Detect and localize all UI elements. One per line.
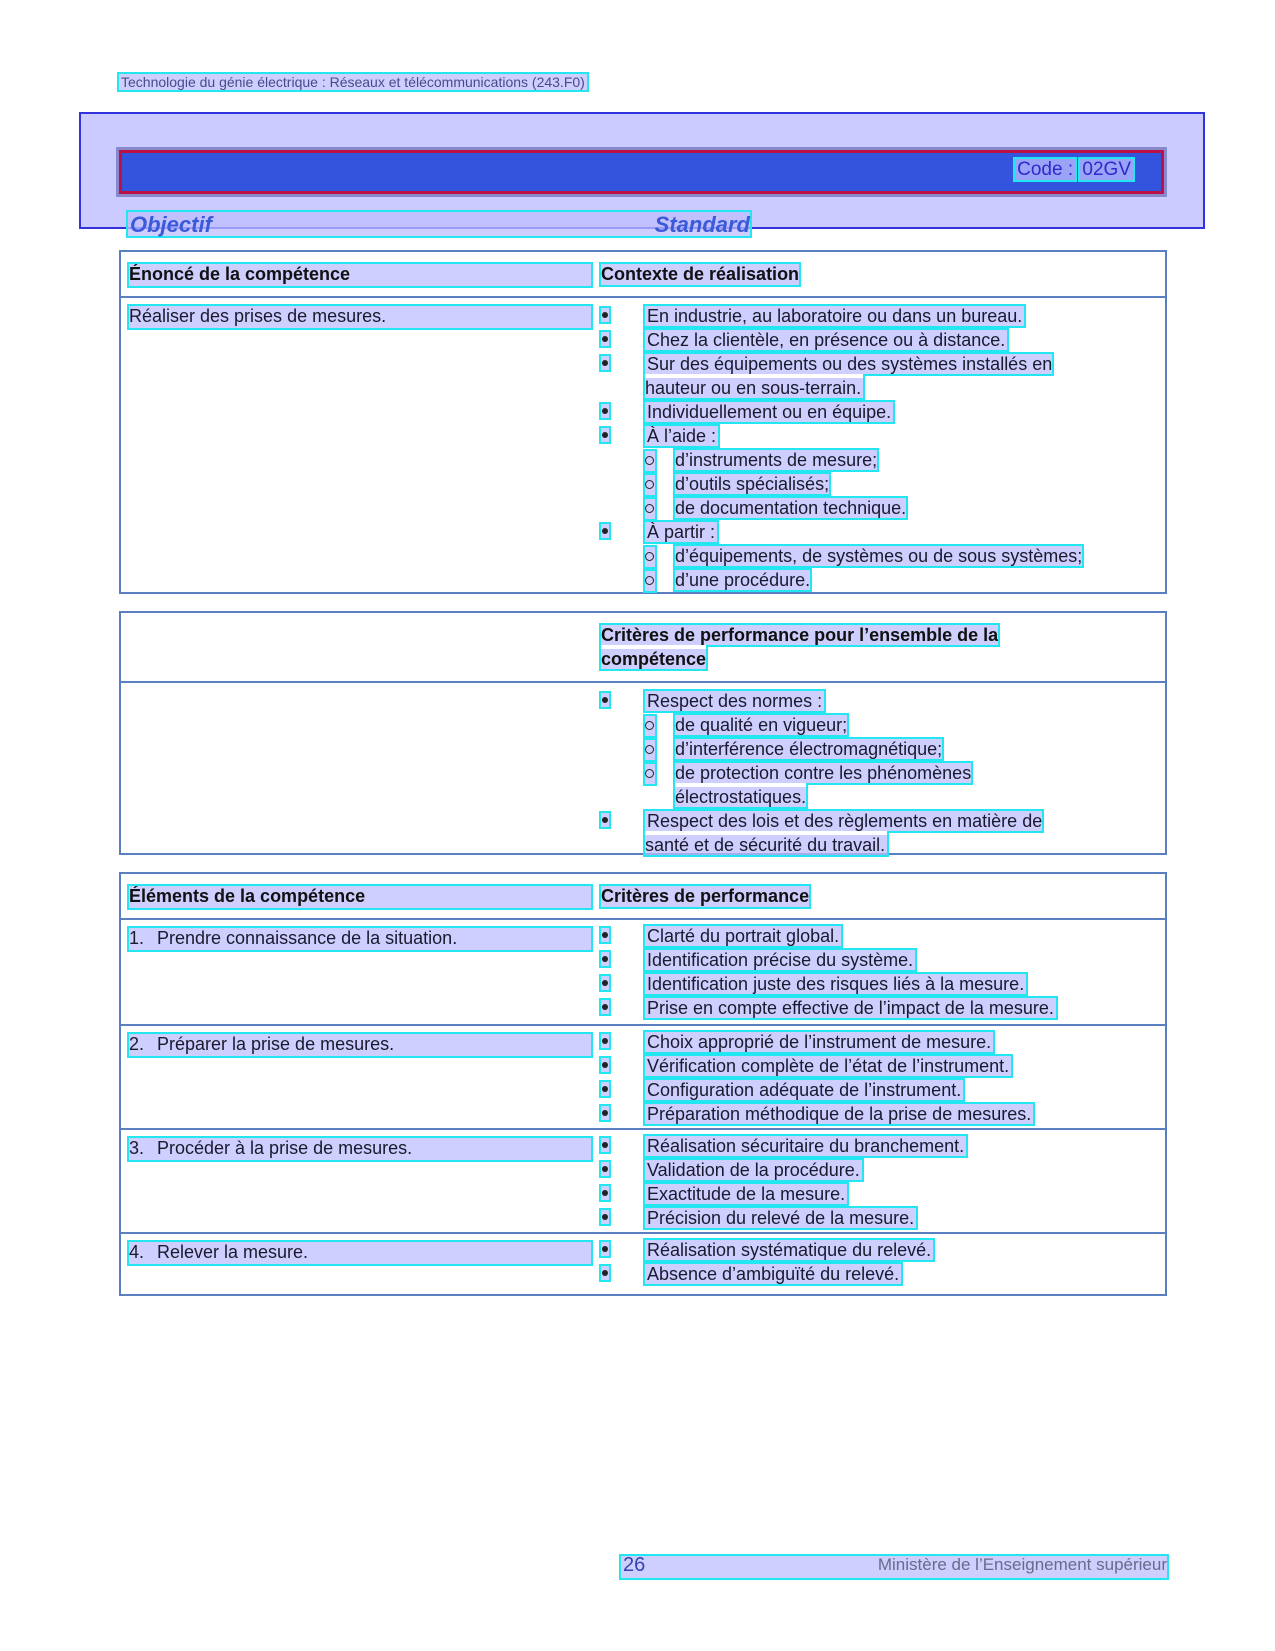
sub-list-item-text: d’instruments de mesure; [675,450,878,470]
list-item-text: Sur des équipements ou des systèmes installés en hauteur ou en sous-terrain. [645,354,1053,398]
list-item-text: Précision du relevé de la mesure. [647,1208,915,1228]
list-item-text: Identification juste des risques liés à la mesure. [647,974,1025,994]
element-label [129,928,591,950]
footer-ministry: Ministère de l’Enseignement supérieur [877,1555,1167,1574]
list-item [601,1134,1161,1158]
list-item-text: Prise en compte effective de l’impact de la mesure. [647,998,1054,1018]
elements-table [119,872,1167,1296]
bullet-icon [601,1058,609,1072]
list-item [601,1182,1161,1206]
list-item [601,328,1091,352]
list-item-text: Choix approprié de l’instrument de mesure. [647,1032,992,1052]
list-item [601,948,1161,972]
list-item-text: Vérification complète de l’état de l’instrument. [647,1056,1010,1076]
list-item-text: Réalisation sécuritaire du branchement. [647,1136,965,1156]
context-header: Contexte de réalisation [601,264,800,284]
sub-list-item [601,496,1091,520]
bullet-icon [601,928,609,942]
sub-list-item [601,472,1091,496]
element-text: Prendre connaissance de la situation. [157,928,458,948]
circle-bullet-icon [645,740,655,760]
list-item [601,352,1091,400]
element-text: Relever la mesure. [157,1242,309,1262]
bullet-icon [601,1266,609,1280]
bullet-icon [601,308,609,322]
code-value: 02GV [1082,159,1131,180]
sub-list-item-text: de qualité en vigueur; [675,715,848,735]
element-text: Préparer la prise de mesures. [157,1034,395,1054]
bullet-icon [601,952,609,966]
overall-criteria-list [601,689,1161,857]
bullet-icon [601,976,609,990]
list-item-text: Respect des normes : [647,691,823,711]
bullet-icon [601,1162,609,1176]
list-item [601,1078,1161,1102]
list-item-text: Identification précise du système. [647,950,914,970]
table-row [121,1128,1165,1232]
list-item [601,1054,1161,1078]
sub-list-item-text: d’équipements, de systèmes ou de sous systèmes; [675,546,1083,566]
list-item-text: Chez la clientèle, en présence ou à distance. [647,330,1006,350]
bullet-icon [601,404,609,418]
element-label [129,1138,591,1160]
overall-criteria-header-text: Critères de performance pour l’ensemble de la compétence [601,625,999,669]
statement-table [119,250,1167,594]
bullet-icon [601,428,609,442]
overall-criteria-table [119,611,1167,855]
list-item [601,689,1079,713]
list-item [601,1262,1161,1286]
circle-bullet-icon [645,547,655,567]
table-row [121,1024,1165,1128]
table-row [121,918,1165,1024]
list-item [601,1206,1161,1230]
bullet-icon [601,1186,609,1200]
circle-bullet-icon [645,499,655,519]
bullet-icon [601,332,609,346]
circle-bullet-icon [645,716,655,736]
page-number: 26 [623,1554,646,1576]
bullet-icon [601,813,609,827]
list-item-text: Respect des lois et des règlements en matière de santé et de sécurité du travail. [645,811,1043,855]
criteria-header: Critères de performance [601,886,810,906]
list-item-text: Réalisation systématique du relevé. [647,1240,932,1260]
element-number: 3. [129,1138,145,1158]
sub-list-item-text: d’outils spécialisés; [675,474,830,494]
standard-heading: Standard [654,212,750,237]
overall-criteria-header [601,623,1071,671]
sub-list-item [601,568,1091,592]
criteria-list [601,924,1161,1020]
sub-list-item [601,713,1079,737]
list-item [601,424,1091,448]
list-item-text: Clarté du portrait global. [647,926,840,946]
list-item [601,924,1161,948]
section-headings [128,212,750,236]
element-label [129,1242,591,1264]
list-item [601,996,1161,1020]
list-item-text: À partir : [647,522,716,542]
list-item [601,1238,1161,1262]
element-number: 4. [129,1242,145,1262]
list-item [601,520,1091,544]
sub-list-item-text: d’une procédure. [675,570,811,590]
statement-header: Énoncé de la compétence [129,264,591,286]
code-prefix: Code : [1017,159,1074,180]
running-header: Technologie du génie électrique : Réseaux et télécommunications (243.F0) [121,74,585,90]
elements-header: Éléments de la compétence [129,886,591,908]
list-item-text: Configuration adéquate de l’instrument. [647,1080,962,1100]
circle-bullet-icon [645,475,655,495]
circle-bullet-icon [645,764,655,784]
criteria-list [601,1134,1161,1230]
competency-code [1015,159,1133,181]
context-list [601,304,1161,592]
table-row [121,1232,1165,1298]
sub-list-item [601,448,1091,472]
bullet-icon [601,1138,609,1152]
list-item [601,809,1079,857]
sub-list-item [601,544,1091,568]
sub-list-item-text: d’interférence électromagnétique; [675,739,943,759]
list-item-text: Individuellement ou en équipe. [647,402,892,422]
bullet-icon [601,1000,609,1014]
list-item-text: Validation de la procédure. [647,1160,860,1180]
competency-statement: Réaliser des prises de mesures. [129,306,591,328]
list-item [601,1102,1161,1126]
bullet-icon [601,356,609,370]
list-item [601,972,1161,996]
bullet-icon [601,1034,609,1048]
element-label [129,1034,591,1056]
list-item-text: Exactitude de la mesure. [647,1184,846,1204]
sub-list-item [601,761,1079,809]
list-item-text: À l’aide : [647,426,717,446]
list-item-text: En industrie, au laboratoire ou dans un bureau. [647,306,1023,326]
list-item [601,400,1091,424]
circle-bullet-icon [645,451,655,471]
element-text: Procéder à la prise de mesures. [157,1138,413,1158]
bullet-icon [601,1242,609,1256]
objectif-heading: Objectif [130,212,212,237]
sub-list-item [601,737,1079,761]
list-item [601,1030,1161,1054]
bullet-icon [601,1210,609,1224]
sub-list-item-text: de documentation technique. [675,498,907,518]
criteria-list [601,1030,1161,1126]
list-item [601,1158,1161,1182]
circle-bullet-icon [645,571,655,591]
element-number: 1. [129,928,145,948]
bullet-icon [601,1082,609,1096]
list-item-text: Absence d’ambiguïté du relevé. [647,1264,900,1284]
list-item [601,304,1091,328]
criteria-list [601,1238,1161,1286]
list-item-text: Préparation méthodique de la prise de mesures. [647,1104,1032,1124]
bullet-icon [601,524,609,538]
code-bar [119,150,1164,194]
bullet-icon [601,1106,609,1120]
bullet-icon [601,693,609,707]
element-number: 2. [129,1034,145,1054]
sub-list-item-text: de protection contre les phénomènes électrostatiques. [675,763,972,807]
